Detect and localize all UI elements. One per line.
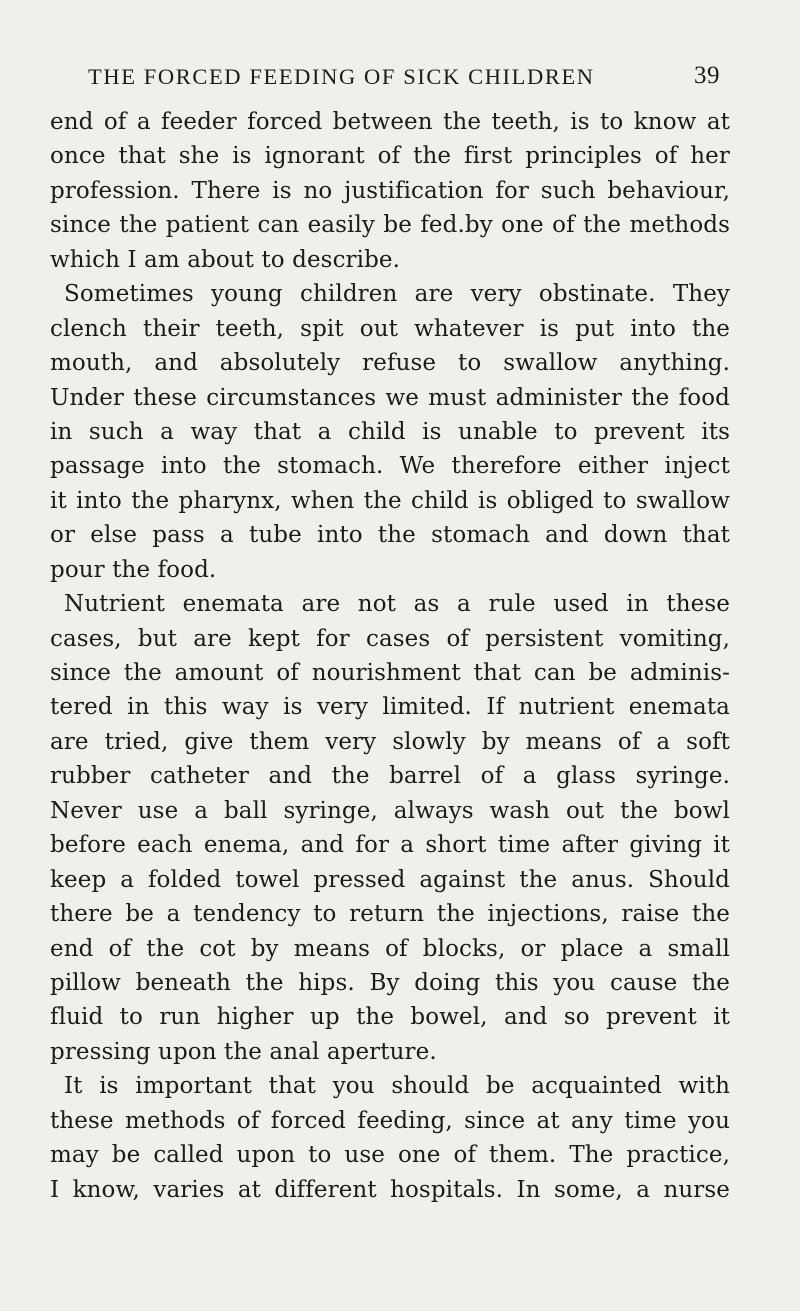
text-line: keep a folded towel pressed against the anus. Should — [50, 866, 730, 893]
text-line: It is important that you should be acquainted with — [64, 1073, 730, 1100]
text-line: may be called upon to use one of them. The practice, — [50, 1142, 730, 1169]
text-line: rubber catheter and the barrel of a glass syringe. — [50, 763, 730, 790]
text-line: in such a way that a child is unable to prevent its — [50, 418, 730, 445]
body-text — [50, 105, 730, 1207]
text-line: pressing upon the anal aperture. — [50, 1038, 437, 1065]
page-number: 39 — [694, 62, 720, 89]
text-line: pour the food. — [50, 556, 217, 583]
text-line: clench their teeth, spit out whatever is put into the — [50, 315, 730, 342]
text-line: or else pass a tube into the stomach and down that — [50, 522, 730, 549]
running-title: THE FORCED FEEDING OF SICK CHILDREN — [88, 64, 595, 89]
text-line: which I am about to describe. — [50, 246, 401, 273]
text-line: Sometimes young children are very obstinate. They — [64, 281, 730, 308]
text-line: end of the cot by means of blocks, or place a small — [50, 935, 730, 962]
text-line: Nutrient enemata are not as a rule used in these — [64, 591, 730, 618]
text-line: profession. There is no justification for such behaviour, — [50, 177, 730, 204]
text-line: once that she is ignorant of the first principles of her — [50, 143, 730, 170]
text-line: I know, varies at different hospitals. In some, a nurse — [50, 1176, 730, 1203]
text-line: tered in this way is very limited. If nutrient enemata — [50, 694, 730, 721]
text-line: fluid to run higher up the bowel, and so prevent it — [50, 1004, 730, 1031]
text-line: mouth, and absolutely refuse to swallow anything. — [50, 350, 730, 377]
text-line: are tried, give them very slowly by means of a soft — [50, 728, 730, 755]
text-line: since the patient can easily be fed.by one of the methods — [50, 212, 730, 239]
text-line: Under these circumstances we must administer the food — [50, 384, 730, 411]
text-line: pillow beneath the hips. By doing this you cause the — [50, 969, 730, 996]
text-line: it into the pharynx, when the child is obliged to swallow — [50, 487, 730, 514]
text-line: there be a tendency to return the injections, raise the — [50, 901, 730, 928]
text-line: since the amount of nourishment that can be adminis- — [50, 660, 730, 686]
text-line: end of a feeder forced between the teeth, is to know at — [50, 109, 730, 135]
text-line: these methods of forced feeding, since at any time you — [50, 1107, 730, 1134]
running-head — [88, 60, 720, 94]
text-line: Never use a ball syringe, always wash out the bowl — [50, 797, 730, 824]
text-line: before each enema, and for a short time after giving it — [50, 832, 730, 859]
text-line: passage into the stomach. We therefore either inject — [50, 453, 730, 480]
text-line: cases, but are kept for cases of persistent vomiting, — [50, 625, 730, 652]
